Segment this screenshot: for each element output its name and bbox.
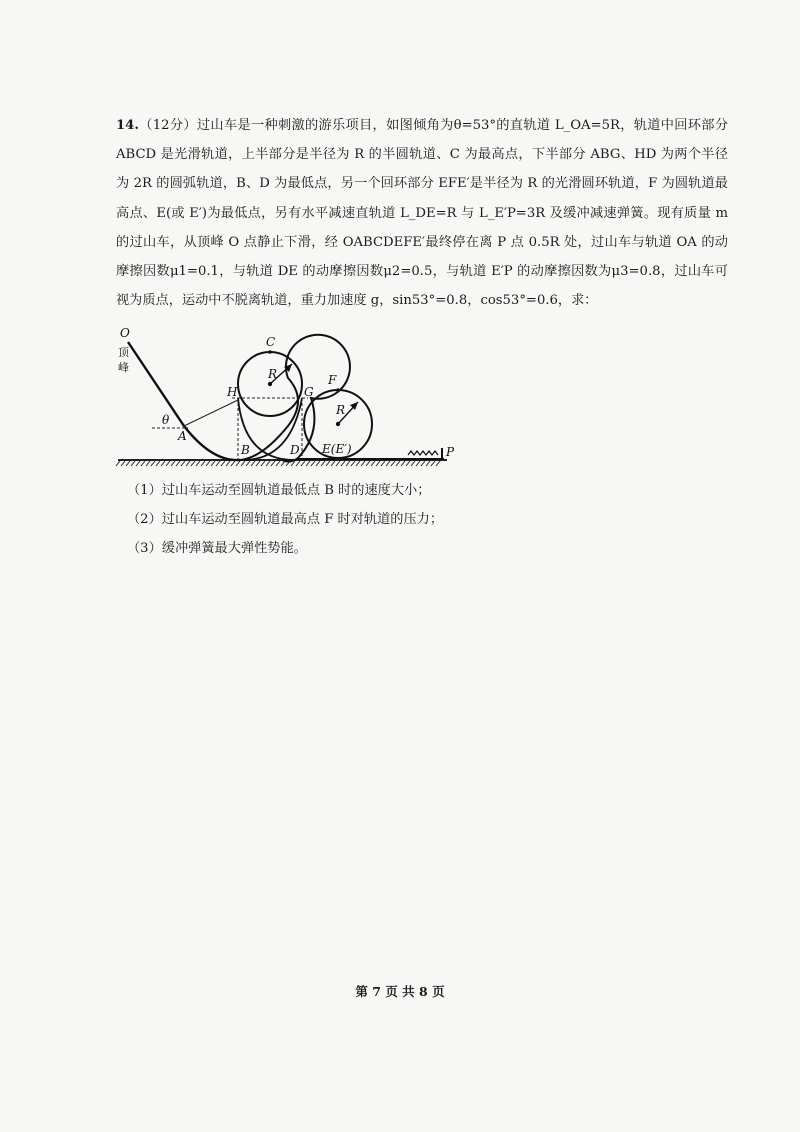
ground-hatch-mark (186, 461, 190, 466)
ground-hatch-mark (276, 461, 280, 466)
ground-hatch-mark (421, 461, 425, 466)
ground (116, 460, 447, 466)
ground-hatch-mark (196, 461, 200, 466)
ground-hatch-mark (191, 461, 195, 466)
ground-hatch-mark (316, 461, 320, 466)
label-B: B (241, 443, 250, 457)
page-footer: 第 7 页 共 8 页 (355, 984, 445, 999)
ground-hatch-mark (176, 461, 180, 466)
ground-hatch-mark (306, 461, 310, 466)
ground-hatch-mark (121, 461, 125, 466)
label-peak-1: 顶 (118, 346, 129, 359)
ground-hatch-mark (201, 461, 205, 466)
ground-hatch-mark (401, 461, 405, 466)
ground-hatch-mark (236, 461, 240, 466)
problem-14 (116, 111, 728, 315)
label-R1: R (268, 367, 278, 381)
ground-hatch-mark (216, 461, 220, 466)
label-peak-2: 峰 (118, 361, 129, 374)
label-O: O (120, 326, 130, 340)
ground-hatch-mark (431, 461, 435, 466)
ground-hatch-mark (311, 461, 315, 466)
ground-hatch-mark (416, 461, 420, 466)
line-A-H (184, 400, 238, 426)
sub-questions (127, 476, 687, 563)
label-E: E(E′) (322, 442, 352, 456)
ground-hatch-mark (376, 461, 380, 466)
sub-question-2: （2）过山车运动至圆轨道最高点 F 时对轨道的压力； (127, 512, 444, 527)
ground-hatch-mark (171, 461, 175, 466)
ground-hatch-mark (321, 461, 325, 466)
center-F (336, 422, 340, 426)
point-C (268, 350, 272, 354)
question-number: 14. (116, 118, 139, 133)
ground-hatch-mark (181, 461, 185, 466)
center-C (268, 382, 272, 386)
ground-hatch-mark (141, 461, 145, 466)
ground-hatch-mark (131, 461, 135, 466)
ground-hatch-mark (336, 461, 340, 466)
ground-hatch-mark (156, 461, 160, 466)
label-C: C (266, 335, 276, 349)
ground-hatch-mark (126, 461, 130, 466)
ground-hatch-mark (411, 461, 415, 466)
ground-hatch-mark (381, 461, 385, 466)
label-H: H (227, 385, 238, 399)
question-score: （12分） (138, 118, 197, 133)
ground-hatch-mark (146, 461, 150, 466)
problem-text: 过山车是一种刺激的游乐项目，如图倾角为θ=53°的直轨道 L_OA=5R，轨道中回环部分 ABCD 是光滑轨道，上半部分是半径为 R 的半圆轨道、C 为最高点，下半部分 ABG、HD 为两个半径为 2R 的圆弧轨道，B、D 为最低点，另一个回环部分 EFE′是半径为 R 的光滑圆环轨道，F 为圆轨道最高点、E(或 E′)为最低点，另有水平减速直轨道 L_DE=R 与 L_E′P=3R 及缓冲减速弹簧。现有质量 m 的过山车，从顶峰 O 点静止下滑，经 OABCDEFE′最终停在离 P 点 0.5R 处，过山车与轨道 OA 的动摩擦因数μ1=0.1，与轨道 DE 的动摩擦因数μ2=0.5，与轨道 E′P 的动摩擦因数为μ3=0.8，过山车可视为质点，运动中不脱离轨道，重力加速度 g，sin53°=0.8，cos53°=0.6，求： (116, 118, 729, 309)
ground-hatch-mark (116, 461, 120, 466)
ground-hatch-mark (326, 461, 330, 466)
label-theta: θ (162, 413, 170, 427)
ground-hatch-mark (271, 461, 275, 466)
label-F: F (328, 373, 337, 387)
ground-hatch-mark (231, 461, 235, 466)
ground-hatch-mark (366, 461, 370, 466)
ground-hatch-mark (396, 461, 400, 466)
point-F (336, 388, 340, 392)
ground-hatch-mark (391, 461, 395, 466)
ground-hatch-mark (341, 461, 345, 466)
ground-hatch-mark (356, 461, 360, 466)
ground-hatch-mark (436, 461, 440, 466)
spring (408, 451, 438, 455)
ground-hatch-mark (426, 461, 430, 466)
roller-coaster-diagram (112, 322, 462, 472)
ground-hatch-mark (296, 461, 300, 466)
ground-hatch-mark (331, 461, 335, 466)
ground-hatch-mark (211, 461, 215, 466)
ground-hatch-mark (346, 461, 350, 466)
ground-hatch-mark (226, 461, 230, 466)
ground-hatch-mark (136, 461, 140, 466)
ground-hatch-mark (371, 461, 375, 466)
sub-question-1: （1）过山车运动至圆轨道最低点 B 时的速度大小； (127, 483, 431, 498)
label-R2: R (336, 403, 346, 417)
sub-question-3: （3）缓冲弹簧最大弹性势能。 (127, 541, 307, 556)
ground-hatch-mark (361, 461, 365, 466)
ground-hatch-mark (386, 461, 390, 466)
ground-hatch-mark (406, 461, 410, 466)
ground-hatch-mark (166, 461, 170, 466)
ground-hatch-mark (351, 461, 355, 466)
label-D: D (290, 443, 300, 457)
ground-hatch-mark (206, 461, 210, 466)
ground-hatch-mark (221, 461, 225, 466)
ground-hatch-mark (151, 461, 155, 466)
ground-hatch-mark (301, 461, 305, 466)
ground-hatch-mark (161, 461, 165, 466)
label-P: P (446, 445, 455, 459)
label-A: A (178, 429, 187, 443)
label-G: G (304, 385, 314, 399)
